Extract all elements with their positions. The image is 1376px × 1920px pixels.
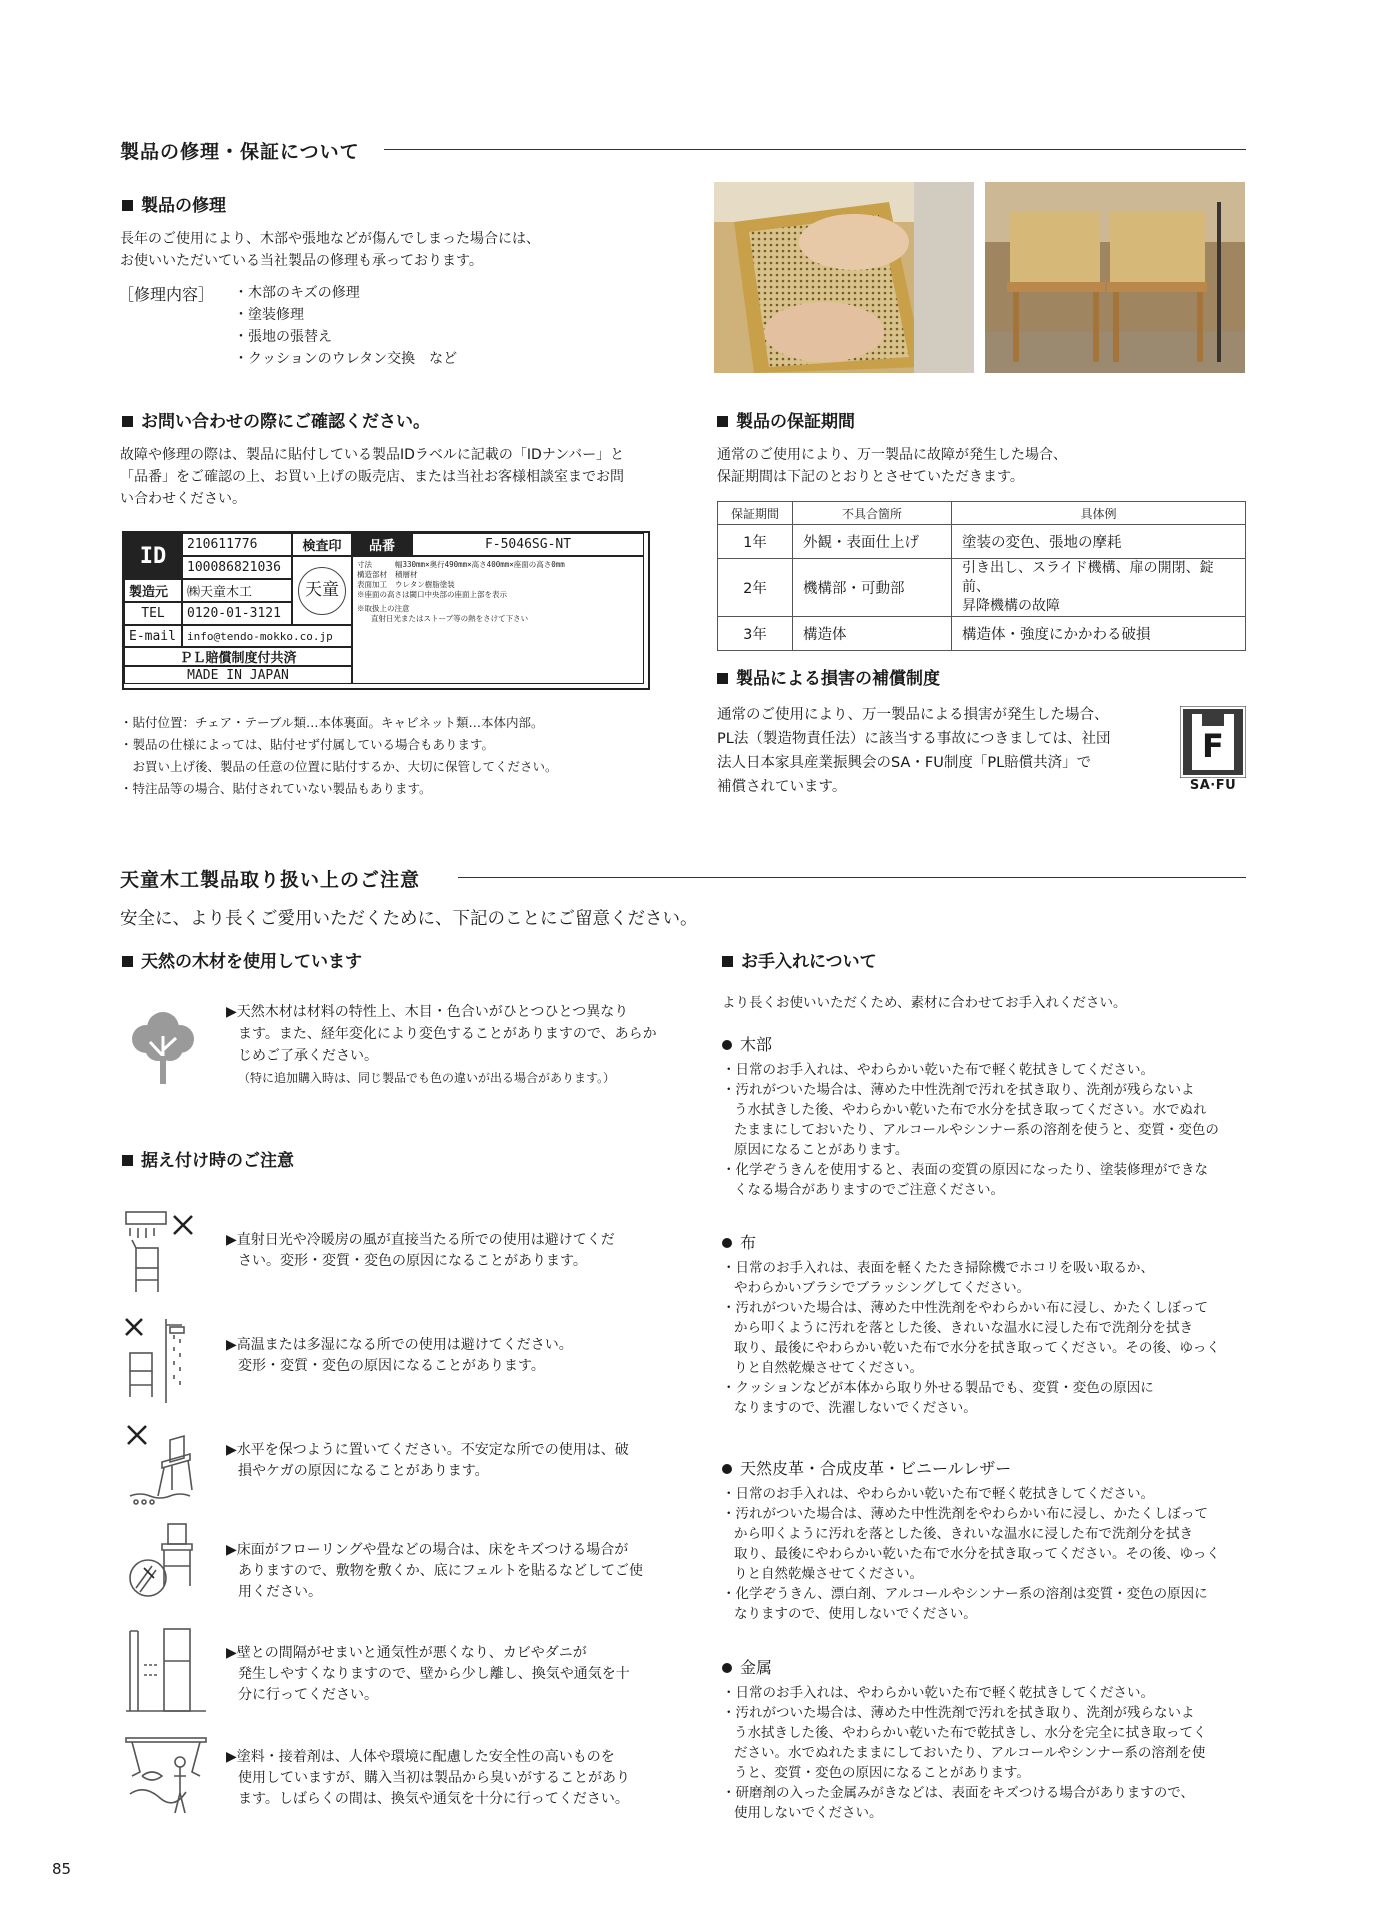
spec-row: 寸法 幅330mm×奥行490mm×高さ400mm×座面の高さ0mm	[357, 560, 565, 569]
wood-heading: 天然の木材を使用しています	[122, 947, 362, 972]
inquiry-heading: お問い合わせの際にご確認ください。	[122, 407, 430, 432]
repair-photo-weaving	[714, 182, 974, 373]
list-item: ・化学ぞうきん、漂白剤、アルコールやシンナー系の溶剤は変質・変色の原因に なりますので、使用しないでください。	[722, 1586, 1208, 1622]
wood-text: ▶天然木材は材料の特性上、木目・色合いがひとつひとつ異なり ます。また、経年変化により変色することがありますので、あらか じめご了承ください。 （特に追加購入時は、同じ製品でも色の違いが出る場合があります。）	[226, 1004, 657, 1085]
compensation-text: 通常のご使用により、万一製品による損害が発生した場合、 PL法（製造物責任法）に該当する事故につきましては、社団 法人日本家具産業振興会のSA・FU制度「PL賠償共済」で 補償されています。	[717, 707, 1111, 795]
care-group-leather	[722, 1484, 1252, 1624]
list-item: ・汚れがついた場合は、薄めた中性洗剤で汚れを拭き取り、洗剤が残らないよ う水拭きした後、やわらかい乾いた布で水分を拭き取ってください。水でぬれ たままにしておいたり、アルコールやシンナー系の溶剤を使うと、変質・変色の 原因になることがあります。	[722, 1082, 1219, 1158]
care-group-title: 木部	[722, 1032, 772, 1055]
email-label: E-mail	[124, 625, 182, 647]
install-text-4: ▶床面がフローリングや畳などの場合は、床をキズつける場合が ありますので、敷物を敷くか、底にフェルトを貼るなどしてご使 用ください。	[226, 1542, 644, 1600]
care-heading: お手入れについて	[722, 947, 877, 972]
inquiry-text: 故障や修理の際は、製品に貼付している製品IDラベルに記載の「IDナンバー」と 「品番」をご確認の上、お買い上げの販売店、または当社お客様相談室までお問 い合わせください。	[120, 447, 625, 507]
list-item: ・日常のお手入れは、表面を軽くたたき掃除機でホコリを吸い取るか、 やわらかいブラシでブラッシングしてください。	[722, 1260, 1154, 1296]
list-item: ・化学ぞうきんを使用すると、表面の変質の原因になったり、塗装修理ができな くなる場合がありますのでご注意ください。	[722, 1162, 1208, 1198]
section-divider	[458, 877, 1246, 878]
pl-insurance: ＰＬ賠償制度付共済	[124, 647, 352, 666]
id-number-2: 100086821036	[182, 556, 292, 579]
list-item: ・木部のキズの修理	[234, 285, 360, 301]
table-row: 1年 外観・表面仕上げ 塗装の変色、張地の摩耗	[718, 525, 1246, 559]
care-group-title: 天然皮革・合成皮革・ビニールレザー	[722, 1456, 1011, 1479]
section-title-repair: 製品の修理・保証について	[120, 141, 360, 163]
inspection-seal	[292, 556, 352, 625]
care-group-fabric	[722, 1258, 1252, 1418]
inspection-label: 検査印	[292, 533, 352, 556]
maker-value: ㈱天童木工	[182, 579, 292, 602]
care-group-wood	[722, 1060, 1252, 1200]
tel-label: TEL	[124, 602, 182, 625]
uneven-floor-icon	[122, 1420, 210, 1510]
install-text-5: ▶壁との間隔がせまいと通気性が悪くなり、カビやダニが 発生しやすくなりますので、壁から少し離し、換気や通気を十 分に行ってください。	[226, 1645, 630, 1703]
list-item: ・塗装修理	[234, 307, 304, 323]
warranty-text: 通常のご使用により、万一製品に故障が発生した場合、 保証期間は下記のとおりとさせていただきます。	[717, 447, 1067, 485]
warranty-table	[717, 501, 1246, 651]
repair-photo-chairs	[985, 182, 1245, 373]
list-item: ・日常のお手入れは、やわらかい乾いた布で軽く乾拭きしてください。	[722, 1062, 1154, 1078]
safu-logo	[1180, 706, 1246, 794]
floor-felt-icon	[122, 1520, 210, 1610]
handling-lead: 安全に、より長くご愛用いただくために、下記のことにご留意ください。	[120, 909, 698, 929]
table-header-row: 保証期間 不具合箇所 具体例	[718, 502, 1246, 525]
install-heading: 据え付け時のご注意	[122, 1146, 294, 1171]
wall-gap-icon	[122, 1625, 210, 1715]
ventilation-icon	[122, 1732, 210, 1822]
repair-text: 長年のご使用により、木部や張地などが傷んでしまった場合には、 お使いいただいている当社製品の修理も承っております。	[120, 231, 540, 269]
repair-contents-list	[234, 282, 457, 370]
hinban-value: F-5046SG-NT	[412, 533, 644, 556]
list-item: ・クッションなどが本体から取り外せる製品でも、変質・変色の原因に なりますので、洗濯しないでください。	[722, 1380, 1154, 1416]
email-value: info@tendo-mokko.co.jp	[182, 625, 352, 647]
humidity-shower-icon	[122, 1315, 210, 1405]
label-notes: ・貼付位置：チェア・テーブル類…本体裏面。キャビネット類…本体内部。 ・製品の仕様によっては、貼付せず付属している場合もあります。 お買い上げ後、製品の任意の位置に貼付するか、大切に保管してください。 ・特注品等の場合、貼付されていない製品もあります。	[120, 715, 558, 796]
maker-label: 製造元	[124, 579, 182, 602]
care-intro: より長くお使いいただくため、素材に合わせてお手入れください。	[722, 995, 1127, 1011]
id-mark: ID	[124, 533, 182, 579]
tree-icon	[128, 1006, 198, 1090]
table-row: 3年 構造体 構造体・強度にかかわる破損	[718, 617, 1246, 651]
product-id-label	[122, 531, 650, 690]
list-item: ・張地の張替え	[234, 329, 332, 345]
list-item: ・日常のお手入れは、やわらかい乾いた布で軽く乾拭きしてください。	[722, 1685, 1154, 1701]
care-group-metal	[722, 1683, 1252, 1823]
list-item: ・汚れがついた場合は、薄めた中性洗剤で汚れを拭き取り、洗剤が残らないよ う水拭きした後、やわらかい乾いた布で乾拭きし、水分を完全に拭き取ってく ださい。水でぬれたままにしておいたり、アルコールやシンナー系の溶剤を使 うと、変質・変色の原因になることがあります。	[722, 1705, 1207, 1781]
repair-contents-label: ［修理内容］	[118, 285, 215, 304]
made-in-japan: MADE IN JAPAN	[124, 666, 352, 684]
list-item: ・研磨剤の入った金属みがきなどは、表面をキズつける場合がありますので、 使用しないでください。	[722, 1785, 1194, 1821]
sunlight-aircon-icon	[122, 1208, 210, 1298]
install-text-2: ▶高温または多湿になる所での使用は避けてください。 変形・変質・変色の原因になることがあります。	[226, 1337, 573, 1374]
table-row: 2年 機構部・可動部 引き出し、スライド機構、扉の開閉、錠前、 昇降機構の故障	[718, 559, 1246, 617]
compensation-heading: 製品による損害の補償制度	[717, 664, 940, 689]
section-divider	[384, 149, 1246, 150]
repair-heading: 製品の修理	[122, 191, 226, 216]
care-group-title: 布	[722, 1230, 756, 1253]
safu-logo-letter: F	[1202, 727, 1224, 765]
tel-value: 0120-01-3121	[182, 602, 292, 625]
list-item: ・クッションのウレタン交換 など	[234, 351, 458, 367]
install-text-1: ▶直射日光や冷暖房の風が直接当たる所での使用は避けてくだ さい。変形・変質・変色の原因になることがあります。	[226, 1232, 615, 1269]
page-number: 85	[52, 1860, 72, 1878]
spec-row: ※座面の高さは閾口中央部の座面上部を表示	[357, 590, 507, 599]
safu-logo-text: SA·FU	[1189, 778, 1237, 793]
caution-text: 直射日光またはストーブ等の熱をさけて下さい	[371, 614, 529, 623]
section-title-handling: 天童木工製品取り扱い上のご注意	[120, 869, 421, 891]
install-text-6: ▶塗料・接着剤は、人体や環境に配慮した安全性の高いものを 使用していますが、購入当初は製品から臭いがすることがあり ます。しばらくの間は、換気や通気を十分に行ってください。	[226, 1749, 630, 1807]
care-group-title: 金属	[722, 1655, 772, 1678]
spec-row: 表面加工 ウレタン樹脂塗装	[357, 580, 455, 589]
install-text-3: ▶水平を保つように置いてください。不安定な所での使用は、破 損やケガの原因になることがあります。	[226, 1442, 629, 1479]
list-item: ・汚れがついた場合は、薄めた中性洗剤をやわらかい布に浸し、かたくしぼって から叩くように汚れを落とした後、きれいな温水に浸した布で洗剤分を拭き 取り、最後にやわらかい乾いた布で水分を拭き取ってください。その後、ゆっく りと自然乾燥させてください。	[722, 1506, 1220, 1582]
caution-title: ※取扱上の注意	[357, 604, 410, 613]
hinban-label: 品番	[352, 533, 412, 556]
list-item: ・日常のお手入れは、やわらかい乾いた布で軽く乾拭きしてください。	[722, 1486, 1154, 1502]
tendo-seal-icon: 天童	[298, 567, 346, 615]
id-number-1: 210611776	[182, 533, 292, 556]
warranty-heading: 製品の保証期間	[717, 407, 855, 432]
spec-row: 構造部材 積層材	[357, 570, 418, 579]
list-item: ・汚れがついた場合は、薄めた中性洗剤をやわらかい布に浸し、かたくしぼって から叩くように汚れを落とした後、きれいな温水に浸した布で洗剤分を拭き 取り、最後にやわらかい乾いた布で水分を拭き取ってください。その後、ゆっく りと自然乾燥させてください。	[722, 1300, 1220, 1376]
spec-block	[352, 556, 644, 684]
